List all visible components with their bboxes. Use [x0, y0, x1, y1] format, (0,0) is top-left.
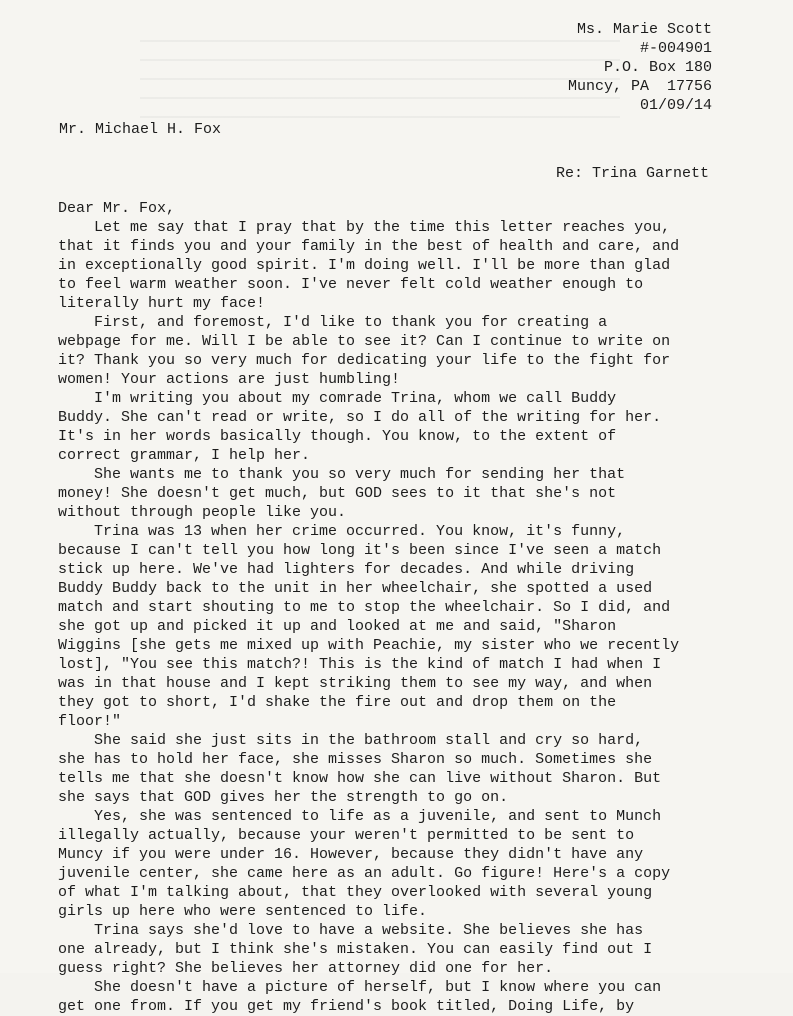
letter-line: that it finds you and your family in the best of health and care, and: [58, 238, 680, 255]
letter-line: Let me say that I pray that by the time this letter reaches you,: [58, 219, 671, 236]
letter-body: [58, 218, 748, 1016]
letter-date: 01/09/14: [639, 97, 712, 114]
subject-line: Re: Trina Garnett: [556, 165, 710, 182]
recipient-name: Mr. Michael H. Fox: [59, 121, 222, 138]
letter-line: girls up here who were sentenced to life.: [58, 903, 428, 920]
letter-line: First, and foremost, I'd like to thank you for creating a: [58, 314, 608, 331]
letter-line: women! Your actions are just humbling!: [58, 371, 401, 388]
letter-line: illegally actually, because your weren't permitted to be sent to: [58, 827, 635, 844]
letter-line: because I can't tell you how long it's been since I've seen a match: [58, 542, 662, 559]
bleed-through-texture: [140, 40, 620, 130]
letter-line: money! She doesn't get much, but GOD sees to it that she's not: [58, 485, 617, 502]
letter-line: literally hurt my face!: [58, 295, 266, 312]
letter-line: correct grammar, I help her.: [58, 447, 311, 464]
letter-line: lost], "You see this match?! This is the kind of match I had when I: [58, 656, 662, 673]
sender-po-box: P.O. Box 180: [603, 59, 712, 76]
letter-line: guess right? She believes her attorney did one for her.: [58, 960, 554, 977]
letter-line: Buddy. She can't read or write, so I do all of the writing for her.: [58, 409, 662, 426]
letter-line: get one from. If you get my friend's book titled, Doing Life, by: [58, 998, 635, 1015]
letter-line: match and start shouting to me to stop the wheelchair. So I did, and: [58, 599, 671, 616]
letter-line: Wiggins [she gets me mixed up with Peachie, my sister who we recently: [58, 637, 680, 654]
letter-line: to feel warm weather soon. I've never felt cold weather enough to: [58, 276, 644, 293]
sender-inmate-number: #-004901: [639, 40, 712, 57]
letter-line: they got to short, I'd shake the fire out and drop them on the: [58, 694, 617, 711]
letter-line: she says that GOD gives her the strength to go on.: [58, 789, 509, 806]
letter-line: stick up here. We've had lighters for decades. And while driving: [58, 561, 635, 578]
letter-line: of what I'm talking about, that they overlooked with several young: [58, 884, 653, 901]
letter-line: Muncy if you were under 16. However, because they didn't have any: [58, 846, 644, 863]
letter-line: Buddy Buddy back to the unit in her wheelchair, she spotted a used: [58, 580, 653, 597]
letter-line: was in that house and I kept striking them to see my way, and when: [58, 675, 653, 692]
letter-line: Trina says she'd love to have a website. She believes she has: [58, 922, 644, 939]
letter-line: She wants me to thank you so very much for sending her that: [58, 466, 626, 483]
letter-line: Yes, she was sentenced to life as a juvenile, and sent to Munch: [58, 808, 662, 825]
letter-line: she got up and picked it up and looked at me and said, "Sharon: [58, 618, 617, 635]
letter-line: it? Thank you so very much for dedicating your life to the fight for: [58, 352, 671, 369]
letter-line: she has to hold her face, she misses Sharon so much. Sometimes she: [58, 751, 653, 768]
salutation: Dear Mr. Fox,: [58, 200, 176, 217]
letter-line: She said she just sits in the bathroom stall and cry so hard,: [58, 732, 644, 749]
letter-line: tells me that she doesn't know how she can live without Sharon. But: [58, 770, 662, 787]
letter-line: Trina was 13 when her crime occurred. You know, it's funny,: [58, 523, 626, 540]
letter-line: I'm writing you about my comrade Trina, whom we call Buddy: [58, 390, 617, 407]
letter-line: juvenile center, she came here as an adult. Go figure! Here's a copy: [58, 865, 671, 882]
sender-address-block: [568, 20, 712, 115]
letter-line: without through people like you.: [58, 504, 347, 521]
letter-line: It's in her words basically though. You know, to the extent of: [58, 428, 617, 445]
letter-line: one already, but I think she's mistaken. You can easily find out I: [58, 941, 653, 958]
letter-line: floor!": [58, 713, 122, 730]
letter-line: She doesn't have a picture of herself, but I know where you can: [58, 979, 662, 996]
letter-line: webpage for me. Will I be able to see it? Can I continue to write on: [58, 333, 671, 350]
sender-name: Ms. Marie Scott: [576, 21, 712, 38]
sender-city: Muncy, PA 17756: [567, 78, 712, 95]
letter-line: in exceptionally good spirit. I'm doing well. I'll be more than glad: [58, 257, 671, 274]
